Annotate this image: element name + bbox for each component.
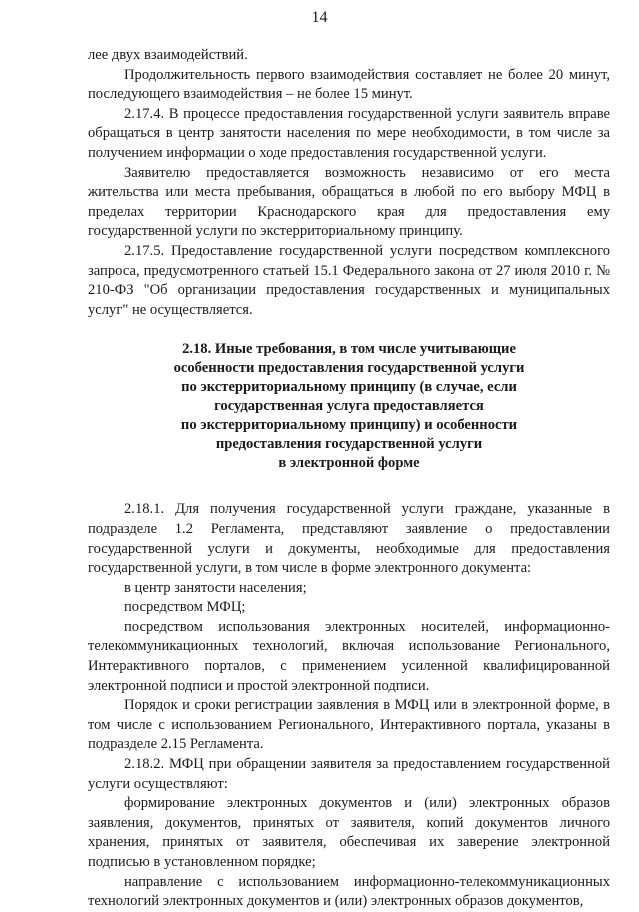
paragraphs-before-heading	[88, 46, 610, 320]
paragraph: посредством МФЦ;	[124, 599, 246, 616]
paragraph: лее двух взаимодействий.	[88, 47, 248, 63]
paragraph: 2.18.2. МФЦ при обращении заявителя за предоставлением государственной услуги осуществляют:	[88, 756, 610, 792]
section-heading-line: по экстерриториальному принципу) и особенности	[180, 417, 518, 434]
section-heading-2-18	[88, 340, 610, 473]
section-heading-line: государственная услуга предоставляется	[214, 398, 484, 415]
section-heading-line: в электронной форме	[278, 455, 420, 472]
paragraph: 2.17.4. В процессе предоставления государственной услуги заявитель вправе обращаться в центр занятости населения по мере необходимости, в том числе за получением информации о ходе предоставления государственной услуги.	[88, 105, 610, 161]
paragraph: в центр занятости населения;	[124, 579, 307, 596]
paragraph: Порядок и сроки регистрации заявления в МФЦ или в электронной форме, в том числе с использованием Регионального, Интерактивного портала, указаны в подразделе 2.15 Регламента.	[88, 697, 610, 753]
page-number: 14	[311, 9, 328, 26]
paragraph: Продолжительность первого взаимодействия составляет не более 20 минут, последующего взаимодействия – не более 15 минут.	[88, 66, 610, 103]
section-heading-line: по экстерриториальному принципу (в случае, если	[181, 379, 517, 396]
paragraphs-after-heading	[88, 500, 610, 911]
paragraph: Заявителю предоставляется возможность независимо от его места жительства или места пребывания, обращаться в любой по его выбору МФЦ в пределах территории Краснодарского края для предоставления ему государственной услуги по экстерриториальному принципу.	[88, 164, 610, 240]
section-heading-line: 2.18. Иные требования, в том числе учитывающие	[182, 341, 516, 358]
paragraph: формирование электронных документов и (или) электронных образов заявления, документов, принятых от заявителя, копий документов личного хранения, принятых от заявителя, обеспечивая их заверение электронной подписью в установленном порядке;	[88, 795, 610, 870]
document-body	[88, 46, 610, 912]
paragraph: направление с использованием информационно-телекоммуникационных технологий электронных документов и (или) электронных образов документов,	[88, 873, 610, 910]
paragraph: 2.18.1. Для получения государственной услуги граждане, указанные в подразделе 1.2 Регламента, представляют заявление о предоставлении государственной услуги и документы, необходимые для предоставления государственной услуги, в том числе в форме электронного документа:	[88, 501, 610, 577]
paragraph: посредством использования электронных носителей, информационно-телекоммуникационных технологий, включая использование Регионального, Интерактивного порталов, с применением усиленной квалифицированной электронной подписи и простой электронной подписи.	[88, 618, 610, 694]
section-heading-line: особенности предоставления государственной услуги	[173, 360, 525, 377]
section-heading-line: предоставления государственной услуги	[215, 436, 483, 453]
paragraph: 2.17.5. Предоставление государственной услуги посредством комплексного запроса, предусмотренного статьей 15.1 Федерального закона от 27 июля 2010 г. № 210-ФЗ "Об организации предоставления государственных и муниципальных услуг" не осуществляется.	[88, 242, 610, 318]
